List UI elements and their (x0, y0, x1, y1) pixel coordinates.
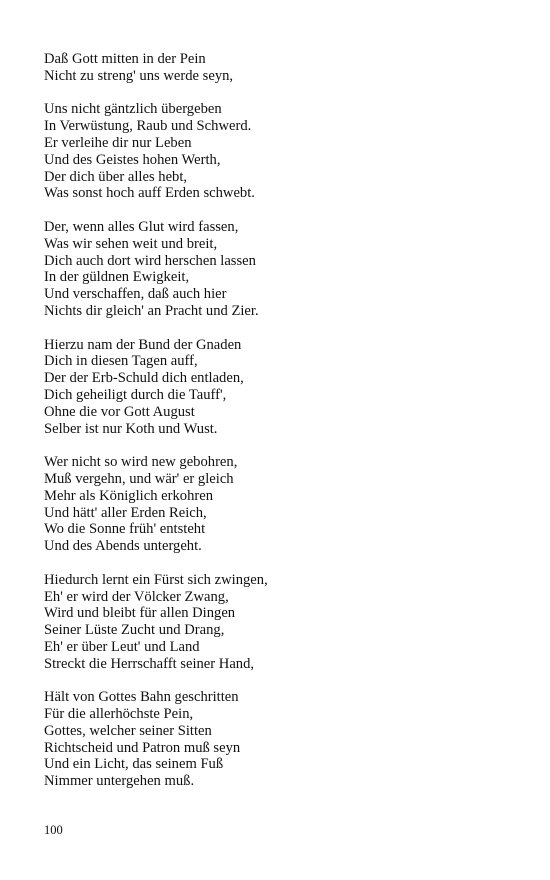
verse-line: Für die allerhöchste Pein, (44, 706, 194, 723)
verse-line: Hiedurch lernt ein Fürst sich zwingen, (44, 571, 268, 588)
verse-line: Der, wenn alles Glut wird fassen, (44, 218, 239, 235)
verse-line: In Verwüstung, Raub und Schwerd. (44, 118, 252, 135)
verse-line: Und ein Licht, das seinem Fuß (44, 756, 224, 773)
verse-line: Richtscheid und Patron muß seyn (44, 739, 241, 756)
verse-line: Der der Erb-Schuld dich entladen, (44, 370, 244, 387)
verse-line: Daß Gott mitten in der Pein (44, 51, 206, 67)
poem (44, 51, 514, 807)
verse-line: Gottes, welcher seiner Sitten (44, 722, 212, 739)
verse-line: Der dich über alles hebt, (44, 168, 188, 185)
verse-line: Hierzu nam der Bund der Gnaden (44, 336, 242, 353)
page-number: 100 (44, 823, 63, 837)
verse-line: Wird und bleibt für allen Dingen (44, 605, 236, 622)
verse-line: Nichts dir gleich' an Pracht und Zier. (44, 302, 259, 319)
stanza-5 (44, 454, 514, 555)
verse-line: Und hätt' aller Erden Reich, (44, 504, 207, 521)
stanza-3 (44, 219, 514, 320)
verse-line: Uns nicht gäntzlich übergeben (44, 101, 222, 118)
verse-line: Hält von Gottes Bahn geschritten (44, 689, 239, 706)
verse-line: Dich in diesen Tagen auff, (44, 353, 198, 370)
verse-line: Mehr als Königlich erkohren (44, 487, 213, 504)
verse-line: Was sonst hoch auff Erden schwebt. (44, 185, 255, 202)
verse-line: Und des Geistes hohen Werth, (44, 151, 221, 168)
verse-line: Eh' er über Leut' und Land (44, 638, 200, 655)
verse-line: Wer nicht so wird new gebohren, (44, 454, 238, 471)
verse-line: Eh' er wird der Völcker Zwang, (44, 588, 229, 605)
verse-line: Nicht zu streng' uns werde seyn, (44, 67, 234, 84)
stanza-2 (44, 101, 514, 202)
verse-line: In der güldnen Ewigkeit, (44, 269, 190, 286)
verse-line: Was wir sehen weit und breit, (44, 235, 218, 252)
verse-line: Wo die Sonne früh' entsteht (44, 521, 206, 538)
verse-line: Selber ist nur Koth und Wust. (44, 420, 218, 437)
stanza-6 (44, 572, 514, 673)
stanza-4 (44, 337, 514, 438)
stanza-7 (44, 689, 514, 790)
verse-line: Seiner Lüste Zucht und Drang, (44, 622, 225, 639)
verse-line: Ohne die vor Gott August (44, 403, 195, 420)
verse-line: Muß vergehn, und wär' er gleich (44, 470, 234, 487)
verse-line: Und des Abends untergeht. (44, 538, 202, 555)
verse-line: Nimmer untergehen muß. (44, 773, 195, 790)
verse-line: Streckt die Herrschafft seiner Hand, (44, 655, 255, 672)
stanza-1 (44, 51, 514, 85)
verse-line: Er verleihe dir nur Leben (44, 134, 192, 151)
verse-line: Und verschaffen, daß auch hier (44, 286, 227, 303)
verse-line: Dich auch dort wird herschen lassen (44, 252, 256, 269)
verse-line: Dich geheiligt durch die Tauff', (44, 386, 227, 403)
